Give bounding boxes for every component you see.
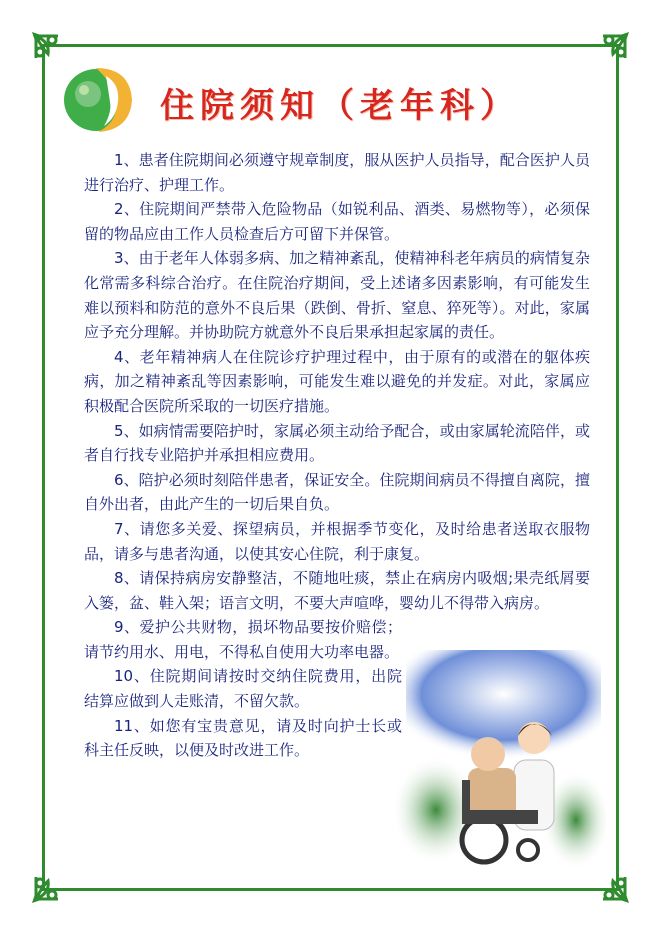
rule-item: 5、如病情需要陪护时，家属必须主动给予配合，或由家属轮流陪伴，或者自行找专业陪护并承担相应费用。 — [84, 421, 590, 465]
rule-item: 1、患者住院期间必须遵守规章制度，服从医护人员指导，配合医护人员进行治疗、护理工作。 — [84, 151, 590, 194]
corner-ornament-icon — [573, 28, 633, 88]
rule-item: 4、老年精神病人在住院诊疗护理过程中，由于原有的或潜在的躯体疾病，加之精神紊乱等因素影响，可能发生难以避免的并发症。对此，家属应积极配合医院所采取的一切医疗措施。 — [84, 347, 590, 415]
rule-item: 7、请您多关爱、探望病员，并根据季节变化，及时给患者送取衣服物品，请多与患者沟通，以使其安心住院，利于康复。 — [84, 519, 590, 563]
hospital-logo-icon — [60, 62, 138, 134]
rule-item: 10、住院期间请按时交纳住院费用，出院结算应做到人走账清，不留欠款。 — [84, 667, 402, 711]
rule-item: 11、如您有宝贵意见，请及时向护士长或科主任反映，以便及时改进工作。 — [84, 716, 402, 760]
corner-ornament-icon — [28, 847, 88, 907]
rule-item: 9、爱护公共财物，损坏物品要按价赔偿；请节约用水、用电，不得私自使用大功率电器。 — [84, 618, 402, 661]
rule-item: 8、请保持病房安静整洁，不随地吐痰，禁止在病房内吸烟;果壳纸屑要入篓，盆、鞋入架；语言文明，不要大声喧哗，婴幼儿不得带入病房。 — [84, 569, 590, 612]
rule-item: 3、由于老年人体弱多病、加之精神紊乱，使精神科老年病员的病情复杂化常需多科综合治疗。在住院治疗期间，受上述诸多因素影响，有可能发生难以预料和防范的意外不良后果（跌倒、骨折、窒息、猝死等）。对此，家属应予充分理解。并协助院方就意外不良后果承担起家属的责任。 — [84, 249, 590, 342]
page-title: 住院须知（老年科） — [160, 86, 520, 126]
nurse-patient-illustration-icon — [396, 650, 606, 868]
rule-item: 6、陪护必须时刻陪伴患者，保证安全。住院期间病员不得擅自离院，擅自外出者，由此产生的一切后果自负。 — [84, 470, 590, 514]
rule-item: 2、住院期间严禁带入危险物品（如锐利品、酒类、易燃物等），必须保留的物品应由工作人员检查后方可留下并保管。 — [84, 200, 590, 243]
